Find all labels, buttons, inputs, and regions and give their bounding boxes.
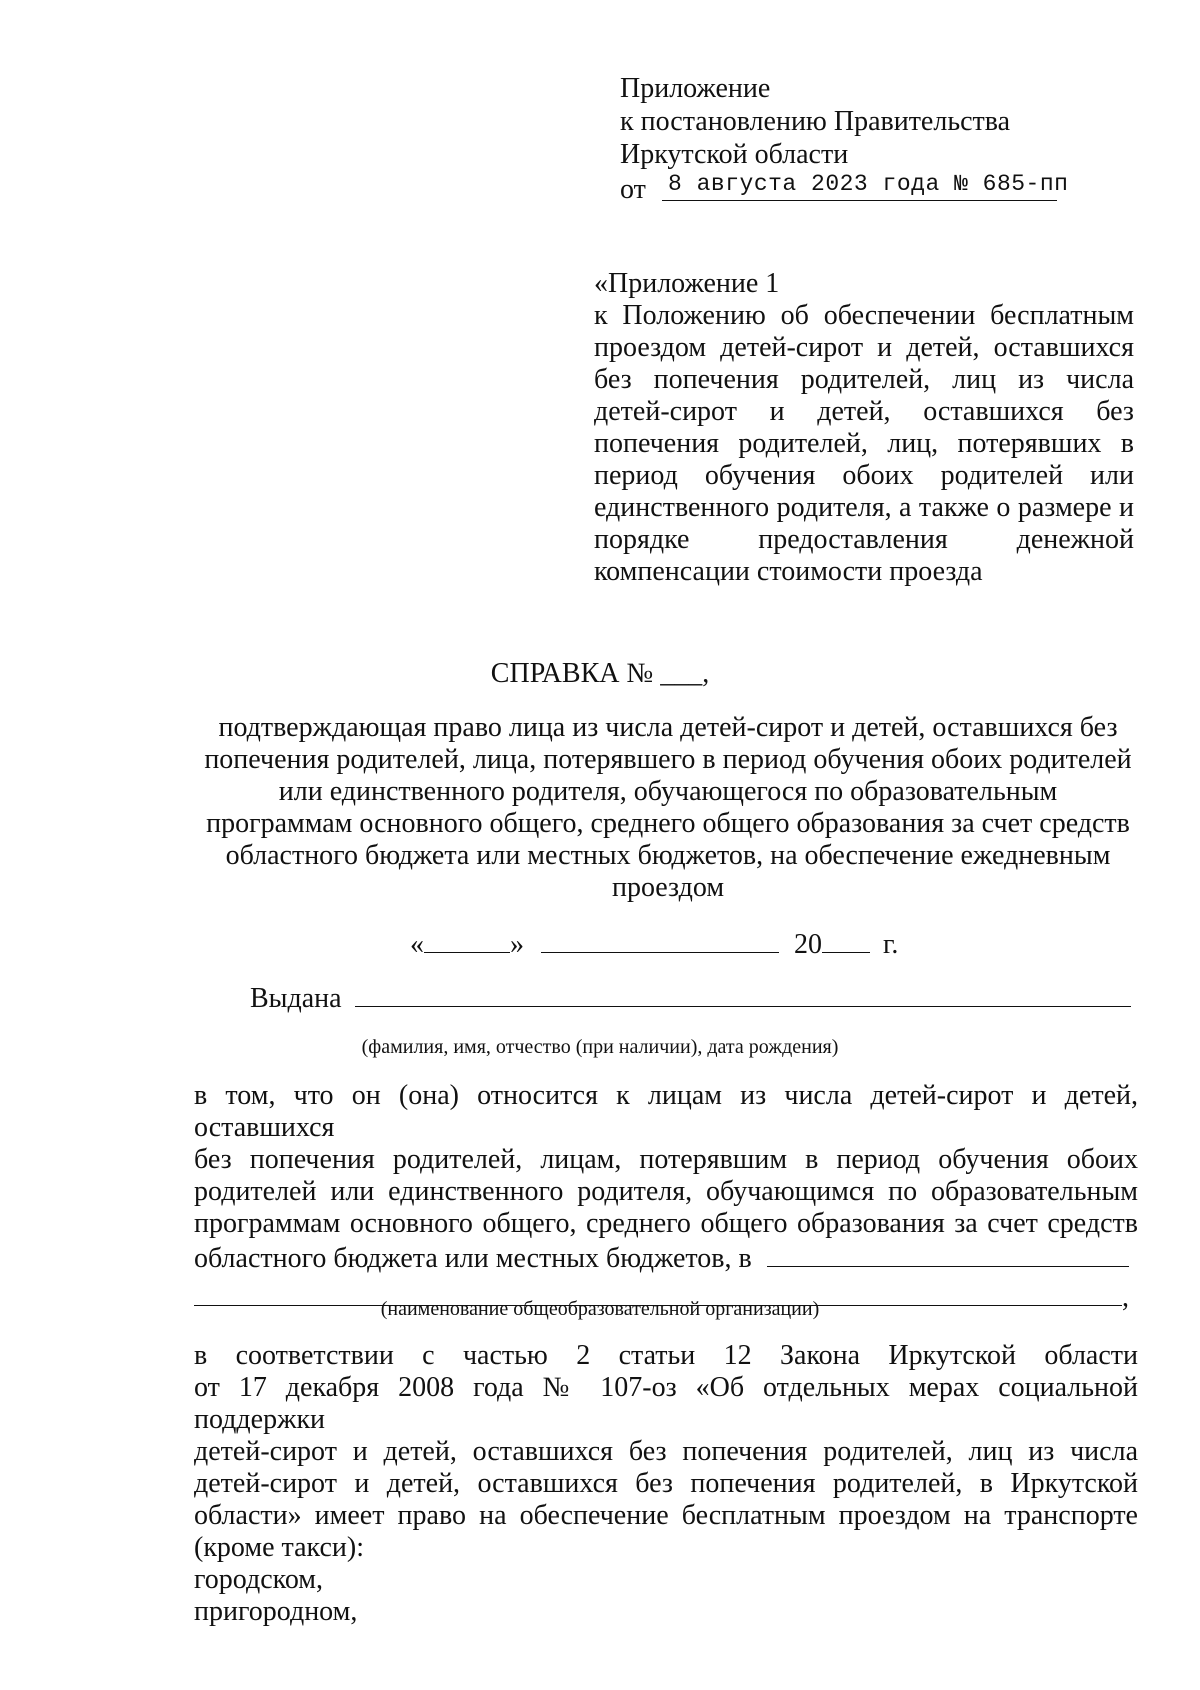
paragraph-line-with-blank bbox=[194, 1240, 1138, 1275]
year-prefix: 20 bbox=[794, 929, 822, 960]
appendix-header-line: Иркутской области bbox=[620, 139, 849, 170]
year-blank[interactable] bbox=[822, 926, 870, 953]
paragraph-1 bbox=[194, 1080, 1138, 1314]
date-prefix: от bbox=[620, 174, 646, 205]
paragraph-line: от 17 декабря 2008 года № 107-оз «Об отдельных мерах социальной поддержки bbox=[194, 1372, 1138, 1435]
org-name-blank[interactable] bbox=[767, 1240, 1129, 1267]
paragraph-2 bbox=[194, 1340, 1138, 1628]
paragraph-line: (кроме такси): bbox=[194, 1532, 364, 1563]
appendix1-last-line: компенсации стоимости проезда bbox=[594, 556, 983, 587]
certificate-subtitle bbox=[188, 712, 1148, 904]
paragraph-line: детей-сирот и детей, оставшихся без попечения родителей, лиц из числа bbox=[194, 1436, 1138, 1467]
month-blank[interactable] bbox=[541, 926, 779, 953]
year-suffix: г. bbox=[883, 929, 899, 960]
appendix1-line: порядке предоставления денежной bbox=[594, 524, 1134, 555]
appendix1-line: единственного родителя, а также о размере и bbox=[594, 492, 1134, 523]
resolution-date-value: 8 августа 2023 года № 685-пп bbox=[662, 171, 1057, 201]
certificate-date-blank bbox=[410, 926, 898, 961]
paragraph-line: городском, bbox=[194, 1564, 324, 1595]
appendix-header bbox=[620, 72, 1180, 205]
day-blank[interactable] bbox=[424, 926, 510, 953]
subtitle-line: или единственного родителя, обучающегося по образовательным bbox=[278, 776, 1058, 807]
subtitle-line: попечения родителей, лица, потерявшего в период обучения обоих родителей bbox=[204, 744, 1132, 775]
paragraph-line: в соответствии с частью 2 статьи 12 Закона Иркутской области bbox=[194, 1340, 1138, 1371]
paragraph-line: области» имеет право на обеспечение бесплатным проездом на транспорте bbox=[194, 1500, 1138, 1531]
appendix1-line: попечения родителей, лиц, потерявших в bbox=[594, 428, 1134, 459]
subtitle-line: проездом bbox=[611, 872, 725, 903]
certificate-title: СПРАВКА № ___, bbox=[490, 658, 710, 689]
resolution-date-line bbox=[620, 171, 1180, 205]
org-line-comma: , bbox=[1122, 1282, 1129, 1313]
appendix1-block bbox=[594, 268, 1134, 588]
appendix1-line: период обучения обоих родителей или bbox=[594, 460, 1134, 491]
appendix1-line: к Положению об обеспечении бесплатным bbox=[594, 300, 1134, 331]
org-caption: (наименование общеобразовательной организации) bbox=[380, 1298, 820, 1320]
appendix1-line: детей-сирот и детей, оставшихся без bbox=[594, 396, 1134, 427]
issued-label: Выдана bbox=[250, 983, 342, 1014]
paragraph-line: пригородном, bbox=[194, 1596, 358, 1627]
paragraph-line: без попечения родителей, лицам, потерявшим в период обучения обоих bbox=[194, 1144, 1138, 1175]
paragraph-line: программам основного общего, среднего общего образования за счет средств bbox=[194, 1208, 1138, 1239]
paragraph-line: детей-сирот и детей, оставшихся без попечения родителей, в Иркутской bbox=[194, 1468, 1138, 1499]
paragraph-line: родителей или единственного родителя, обучающимся по образовательным bbox=[194, 1176, 1138, 1207]
appendix-header-line: Приложение bbox=[620, 73, 771, 104]
subtitle-line: подтверждающая право лица из числа детей-сирот и детей, оставшихся без bbox=[218, 712, 1118, 743]
issued-to-blank[interactable] bbox=[355, 980, 1131, 1007]
issued-caption: (фамилия, имя, отчество (при наличии), дата рождения) bbox=[361, 1036, 839, 1058]
appendix1-line: проездом детей-сирот и детей, оставшихся bbox=[594, 332, 1134, 363]
date-open-quote: « bbox=[410, 929, 424, 960]
issued-line bbox=[250, 980, 1131, 1015]
subtitle-line: областного бюджета или местных бюджетов, на обеспечение ежедневным bbox=[225, 840, 1111, 871]
subtitle-line: программам основного общего, среднего общего образования за счет средств bbox=[206, 808, 1130, 839]
appendix1-line: без попечения родителей, лиц из числа bbox=[594, 364, 1134, 395]
date-close-quote: » bbox=[510, 929, 524, 960]
appendix1-title: «Приложение 1 bbox=[594, 268, 780, 299]
appendix-header-line: к постановлению Правительства bbox=[620, 106, 1011, 137]
paragraph-line: областного бюджета или местных бюджетов, в bbox=[194, 1243, 752, 1274]
paragraph-line: в том, что он (она) относится к лицам из числа детей-сирот и детей, оставшихся bbox=[194, 1080, 1138, 1143]
